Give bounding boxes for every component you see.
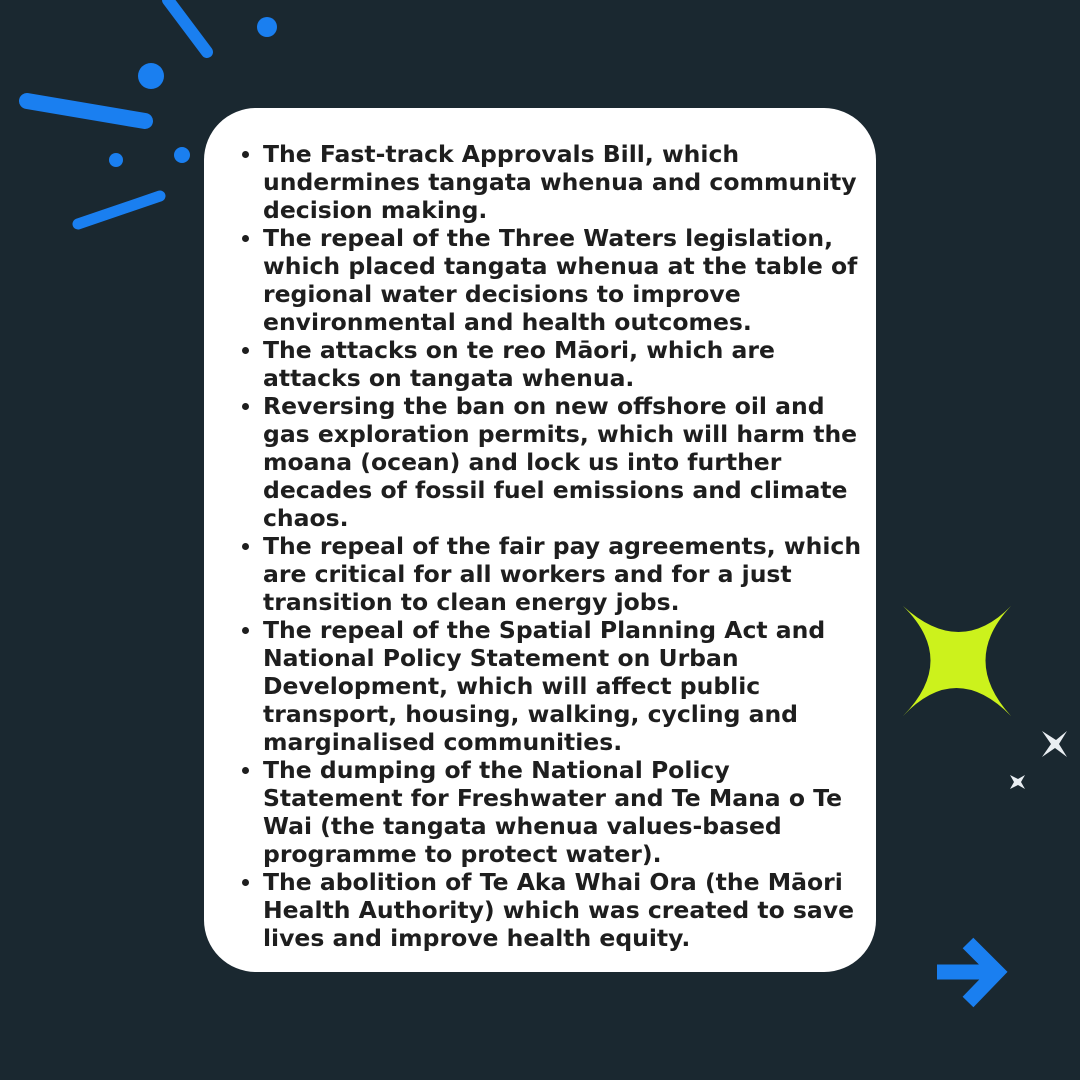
list-item-text: The repeal of the Three Waters legislation, which placed tangata whenua at the table of regional water decisions to improve environmental and health outcomes. <box>263 224 858 336</box>
arrow-right-icon <box>937 943 997 1002</box>
list-item-text: The repeal of the Spatial Planning Act and National Policy Statement on Urban Development, which will affect public transport, housing, walking, cycling and marginalised communities. <box>263 616 826 756</box>
bullet-dot <box>242 627 249 634</box>
list-item <box>204 224 862 336</box>
list-item <box>204 140 862 224</box>
sparkle-icon <box>1010 775 1025 789</box>
bullet-dot <box>242 403 249 410</box>
list-item <box>204 392 862 532</box>
sparkle-icon <box>1042 731 1067 757</box>
content-card <box>204 108 876 972</box>
list-item <box>204 336 862 392</box>
bullet-dot <box>242 347 249 354</box>
list-item <box>204 756 862 868</box>
list-item-text: The abolition of Te Aka Whai Ora (the Māori Health Authority) which was created to save lives and improve health equity. <box>263 868 855 952</box>
bullet-dot <box>242 543 249 550</box>
list-item <box>204 616 862 756</box>
list-item-text: The repeal of the fair pay agreements, which are critical for all workers and for a just transition to clean energy jobs. <box>263 532 862 616</box>
bullet-dot <box>242 767 249 774</box>
bullet-list <box>204 140 862 952</box>
four-point-star-icon <box>903 606 1011 716</box>
list-item-text: The dumping of the National Policy Statement for Freshwater and Te Mana o Te Wai (the tangata whenua values-based programme to protect water). <box>263 756 843 868</box>
bullet-dot <box>242 151 249 158</box>
bullet-dot <box>242 879 249 886</box>
list-item-text: The attacks on te reo Māori, which are attacks on tangata whenua. <box>263 336 775 392</box>
list-item-text: Reversing the ban on new offshore oil and gas exploration permits, which will harm the moana (ocean) and lock us into further decades of fossil fuel emissions and climate chaos. <box>263 392 858 532</box>
list-item <box>204 532 862 616</box>
bullet-dot <box>242 235 249 242</box>
list-item <box>204 868 862 952</box>
list-item-text: The Fast-track Approvals Bill, which undermines tangata whenua and community decision making. <box>263 140 857 224</box>
